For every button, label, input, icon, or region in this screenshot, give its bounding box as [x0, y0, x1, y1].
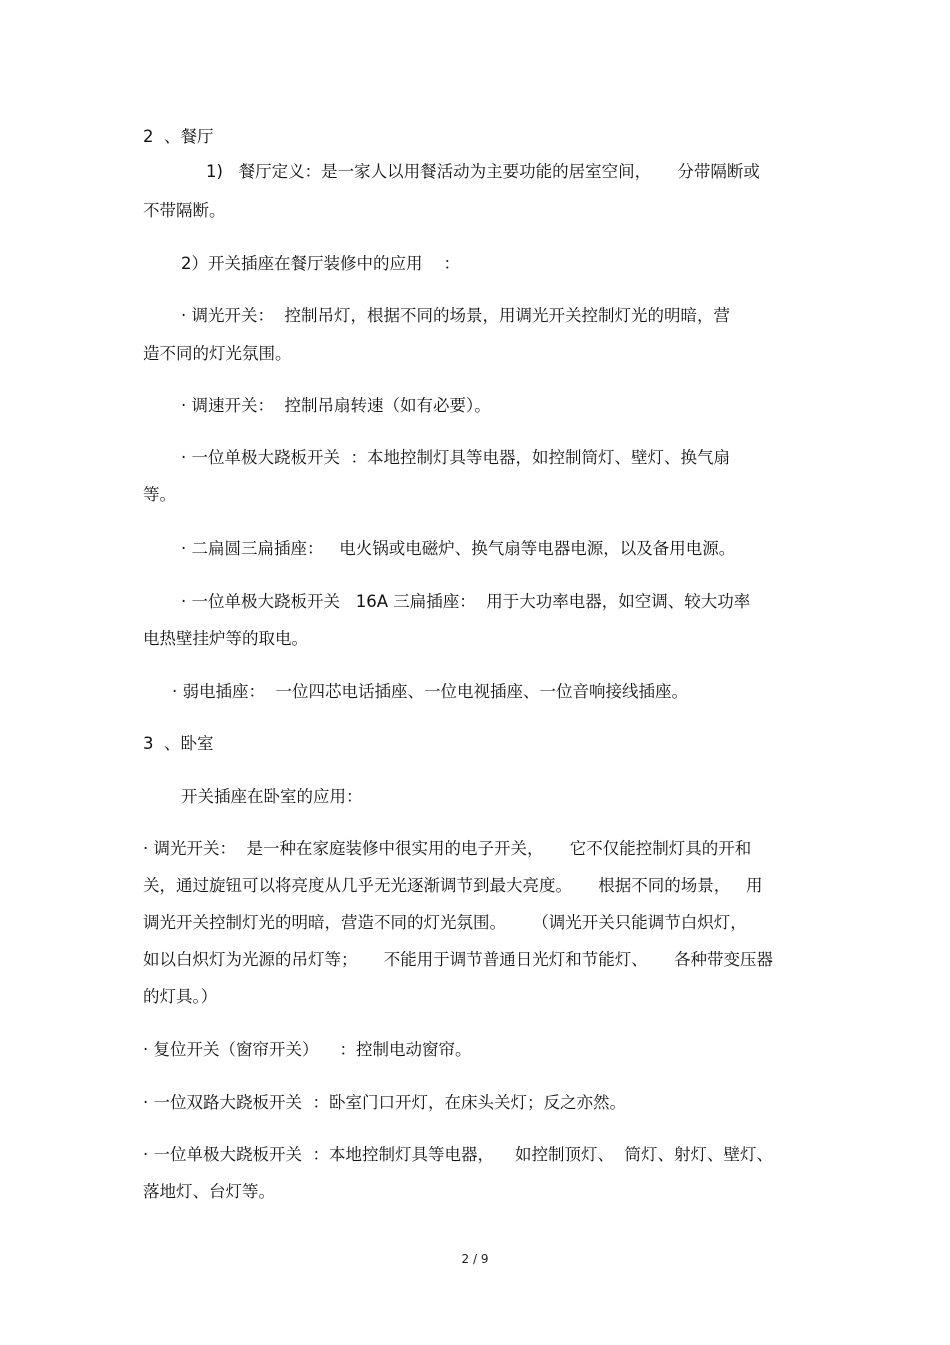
dining-bullet-weak-current: · 弱电插座： 一位四芯电话插座、一位电视插座、一位音响接线插座。: [172, 682, 688, 701]
dining-bullet-dimmer-line-2: 造不同的灯光氛围。: [143, 344, 292, 363]
dining-bullet-speed-switch: · 调速开关： 控制吊扇转速（如有必要）。: [181, 396, 491, 415]
dining-bullet-dimmer-line-1: · 调光开关： 控制吊灯，根据不同的场景，用调光开关控制灯光的明暗，营: [181, 306, 730, 325]
dining-bullet-socket: · 二扁圆三扁插座： 电火锅或电磁炉、换气扇等电器电源，以及备用电源。: [181, 539, 736, 558]
bedroom-bullet-dimmer-line-2: 关，通过旋钮可以将亮度从几乎无光逐渐调节到最大亮度。 根据不同的场景， 用: [143, 876, 763, 895]
section-2-heading: 2 、餐厅: [143, 127, 214, 146]
bedroom-bullet-two-way-switch: · 一位双路大跷板开关 ：卧室门口开灯，在床头关灯；反之亦然。: [143, 1093, 626, 1112]
dining-bullet-16a-line-1: · 一位单极大跷板开关 16A 三扁插座： 用于大功率电器，如空调、较大功率: [181, 592, 751, 611]
bedroom-bullet-dimmer-line-1: · 调光开关： 是一种在家庭装修中很实用的电子开关， 它不仅能控制灯具的开和: [143, 839, 752, 858]
page-number: 2 / 9: [461, 1252, 489, 1266]
dining-definition-line-2: 不带隔断。: [143, 201, 226, 220]
bedroom-bullet-single-pole-line-1: · 一位单极大跷板开关 ：本地控制灯具等电器， 如控制顶灯、 筒灯、射灯、壁灯、: [143, 1145, 773, 1164]
bedroom-bullet-dimmer-line-3: 调光开关控制灯光的明暗，营造不同的灯光氛围。 （调光开关只能调节白炽灯，: [143, 913, 747, 932]
bedroom-application-title: 开关插座在卧室的应用：: [181, 787, 363, 806]
dining-bullet-16a-line-2: 电热壁挂炉等的取电。: [143, 629, 308, 648]
bedroom-bullet-curtain-switch: · 复位开关（窗帘开关） ：控制电动窗帘。: [143, 1040, 472, 1059]
dining-application-title: 2）开关插座在餐厅装修中的应用 ：: [181, 254, 460, 273]
bedroom-bullet-dimmer-line-5: 的灯具。）: [143, 987, 218, 1006]
bedroom-bullet-single-pole-line-2: 落地灯、台灯等。: [143, 1182, 275, 1201]
section-3-heading: 3 、卧室: [143, 734, 214, 753]
dining-definition-line-1: 1) 餐厅定义：是一家人以用餐活动为主要功能的居室空间， 分带隔断或: [206, 162, 760, 181]
dining-bullet-single-pole-line-1: · 一位单极大跷板开关 ：本地控制灯具等电器，如控制筒灯、壁灯、换气扇: [181, 448, 730, 467]
dining-bullet-single-pole-line-2: 等。: [143, 485, 176, 504]
bedroom-bullet-dimmer-line-4: 如以白炽灯为光源的吊灯等； 不能用于调节普通日光灯和节能灯、 各种带变压器: [143, 950, 773, 969]
